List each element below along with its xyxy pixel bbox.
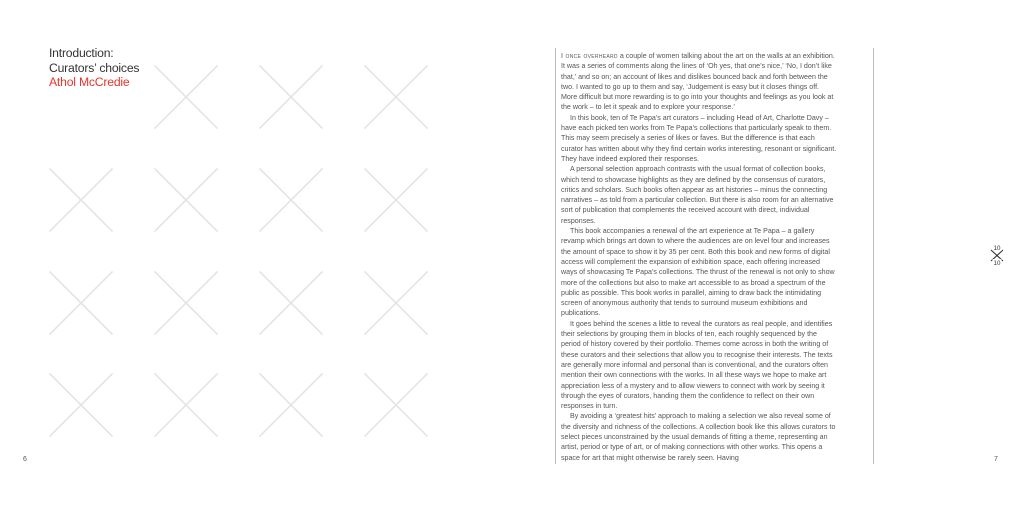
column-rule-right (873, 48, 874, 464)
page-number-right: 7 (994, 456, 998, 463)
paragraph-5: It goes behind the scenes a little to reveal the curators as real people, and identifies their selections by grouping them in blocks of ten, each roughly sequenced by the period of history covered by their portfolio. Themes come across in both the writing of these curators and their selections that allow you to recognise their interests. The texts are generally more informal and personal than is conventional, and the curators often mention their own connections with the works. In all these ways we hope to make art appreciation less of a mystery and to allow viewers to connect with work by seeing it through the eyes of curators, handing them the confidence to reflect on their own responses in turn. (561, 319, 833, 411)
paragraph-4: This book accompanies a renewal of the art experience at Te Papa – a gallery revamp which brings art down to where the audiences are on level four and increases the amount of space to show it by 35 per cent. Both this book and new forms of digital access will complement the expansion of exhibition space, each offering increased ways of showcasing Te Papa’s collections. The thrust of the renewal is not only to show more of the collections but also to make art accessible to as broad a spectrum of the public as possible. This book works in parallel, aiming to draw back the intimidating screen of anonymous authority that tends to surround museum exhibitions and publications. (561, 227, 835, 318)
title-block (49, 46, 139, 90)
logo-bottom-number: 10 (993, 260, 1001, 266)
column-rule-left (555, 48, 556, 464)
paragraph-2: In this book, ten of Te Papa’s art curators – including Head of Art, Charlotte Davy – have each picked ten works from Te Papa’s collections that particularly speak to them. This may seem precisely a series of likes or faves. But the difference is that each curator has written about why they find certain works interesting, resonant or significant. They have indeed explored their responses. (561, 113, 837, 163)
x-pattern-group (50, 66, 427, 436)
paragraph-1-text: a couple of women talking about the art on the walls at an exhibition. It was a series of comments along the lines of ‘Oh yes, that one’s nice,’ ‘No, I don’t like that,’ and so on; an account of likes and dislikes bounced back and forth between the two. I wanted to go up to them and say, ‘Judgement is easy but it closes things off. More difficult but more rewarding is to go into your thoughts and feelings as you look at the work – to let it speak and to explore your response.’ (561, 52, 835, 112)
body-text-column (561, 51, 837, 466)
chapter-title-line-2: Curators’ choices (49, 60, 140, 75)
ten-by-ten-x-logo-icon (986, 244, 1008, 266)
page-number-left: 6 (23, 456, 27, 463)
logo-top-number: 10 (993, 245, 1001, 252)
opening-smallcaps: I once overheard (561, 52, 618, 60)
chapter-title-line-1: Introduction: (49, 46, 114, 60)
paragraph-3: A personal selection approach contrasts with the usual format of collection books, which tend to showcase highlights as they are defined by the consensus of curators, critics and scholars. Such books often appear as art histories – minus the connecting narratives – as told from a particular collection. But there is also room for an alternative sort of publication that complements the received account with direct, individual responses. (561, 165, 834, 225)
author-name: Athol McCredie (49, 75, 130, 89)
paragraph-6: By avoiding a ‘greatest hits’ approach to making a selection we also reveal some of the diversity and richness of the collections. A collection book like this allows curators to select pieces unconstrained by the usual demands of fitting a theme, representing an artist, period or type of art, or of making connections with other works. This opens a space for art that might otherwise be rarely seen. Having (561, 412, 836, 462)
paragraph-1 (561, 51, 837, 113)
